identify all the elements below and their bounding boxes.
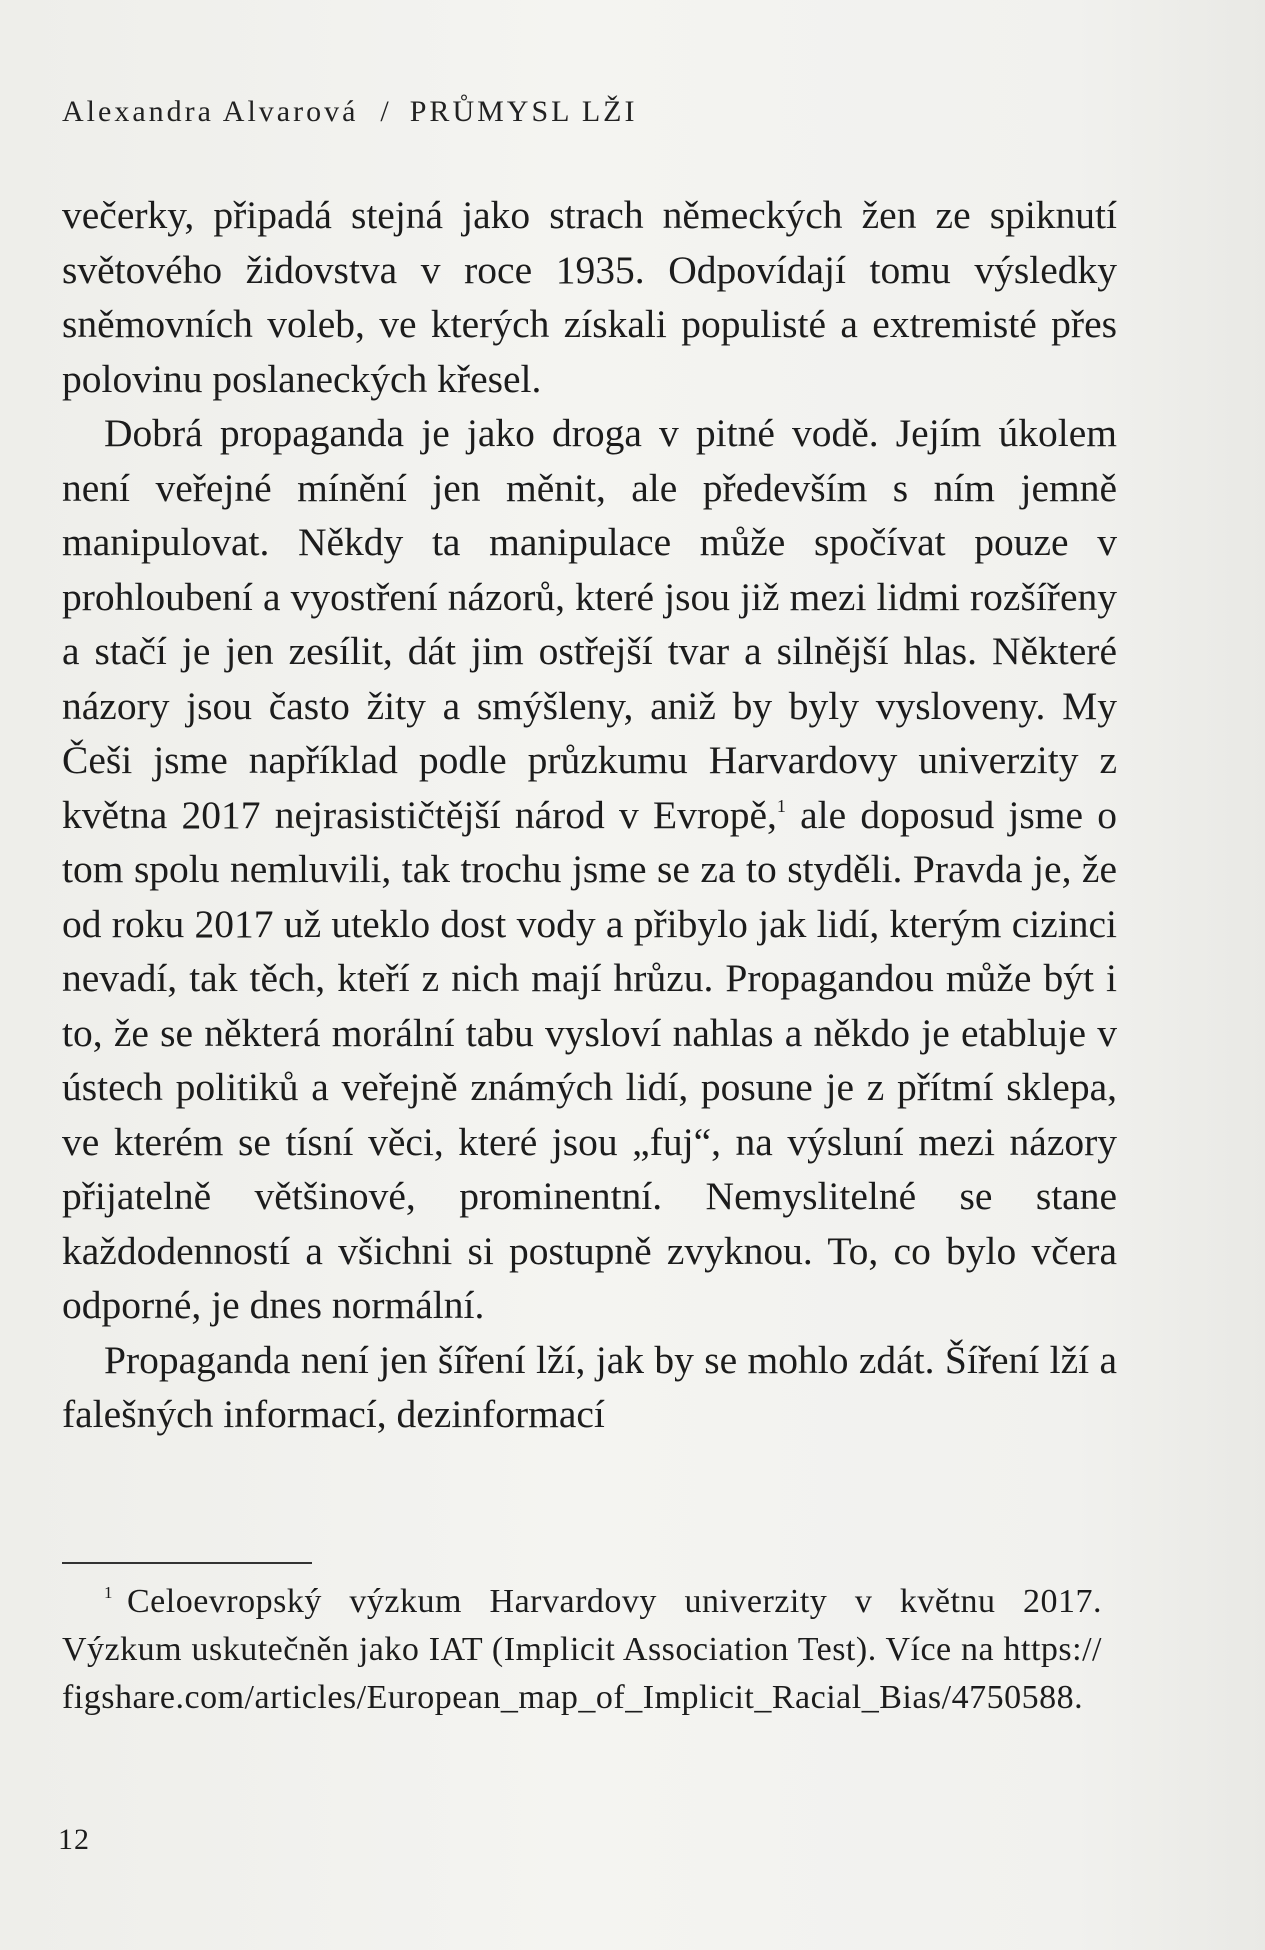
paragraph-2-part-1: Dobrá propaganda je jako droga v pitné vodě. Jejím úkolem není veřejné mínění jen měnit, ale především s ním jemně manipulovat. Někdy ta manipulace může spočívat pouze v prohloubení a vyostření názorů, které jsou již mezi lidmi rozšířeny a stačí je jen zesílit, dát jim ostřejší tvar a silnější hlas. Některé názory jsou často žity a smýšleny, aniž by byly vysloveny. My Češi jsme například podle průzkumu Harvardovy univerzity z května 2017 nejrasističtější národ v Evropě, [62,411,1117,837]
header-book-title: PRŮMYSL LŽI [409,95,638,128]
paragraph-3: Propaganda není jen šíření lží, jak by se mohlo zdát. Šíření lží a falešných informací, dezinformací [62,1337,1117,1436]
footnote [62,1578,1102,1722]
paragraph-2-part-2: ale doposud jsme o tom spolu nemluvili, tak trochu jsme se za to styděli. Pravda je, že od roku 2017 už uteklo dost vody a přibylo jak lidí, kterým cizinci nevadí, tak těch, kteří z nich mají hrůzu. Propagandou může být i to, že se některá morální tabu vysloví nahlas a někdo je etabluje v ústech politiků a veřejně známých lidí, posune je z přítmí sklepa, ve kterém se tísní věci, které jsou „fuj“, na výsluní mezi názory přijatelně většinové, prominentní. Nemyslitelné se stane každodenností a všichni si postupně zvyknou. To, co bylo včera odporné, je dnes normální. [62,792,1117,1327]
footnote-reference: 1 [776,795,786,816]
paragraph-2 [62,406,1117,1333]
body-text [62,188,1117,1442]
footnote-divider [62,1562,312,1564]
running-header [62,95,638,129]
footnote-number: 1 [104,1583,113,1602]
paragraph-1: večerky, připadá stejná jako strach německých žen ze spiknutí světového židovstva v roce 1935. Odpovídají tomu výsledky sněmovních voleb, ve kterých získali populisté a extremisté přes polovinu poslaneckých křesel. [62,193,1117,401]
header-separator: / [380,95,392,128]
page-number: 12 [58,1823,90,1856]
header-author: Alexandra Alvarová [62,95,359,128]
footnote-url: https://figshare.com/articles/European_map_of_Implicit_Racial_Bias/4750588. [62,1631,1102,1716]
footnote-text: Celoevropský výzkum Harvardovy univerzity v květnu 2017. Výzkum uskutečněn jako IAT (Implicit Association Test). Více na [62,1583,1102,1668]
